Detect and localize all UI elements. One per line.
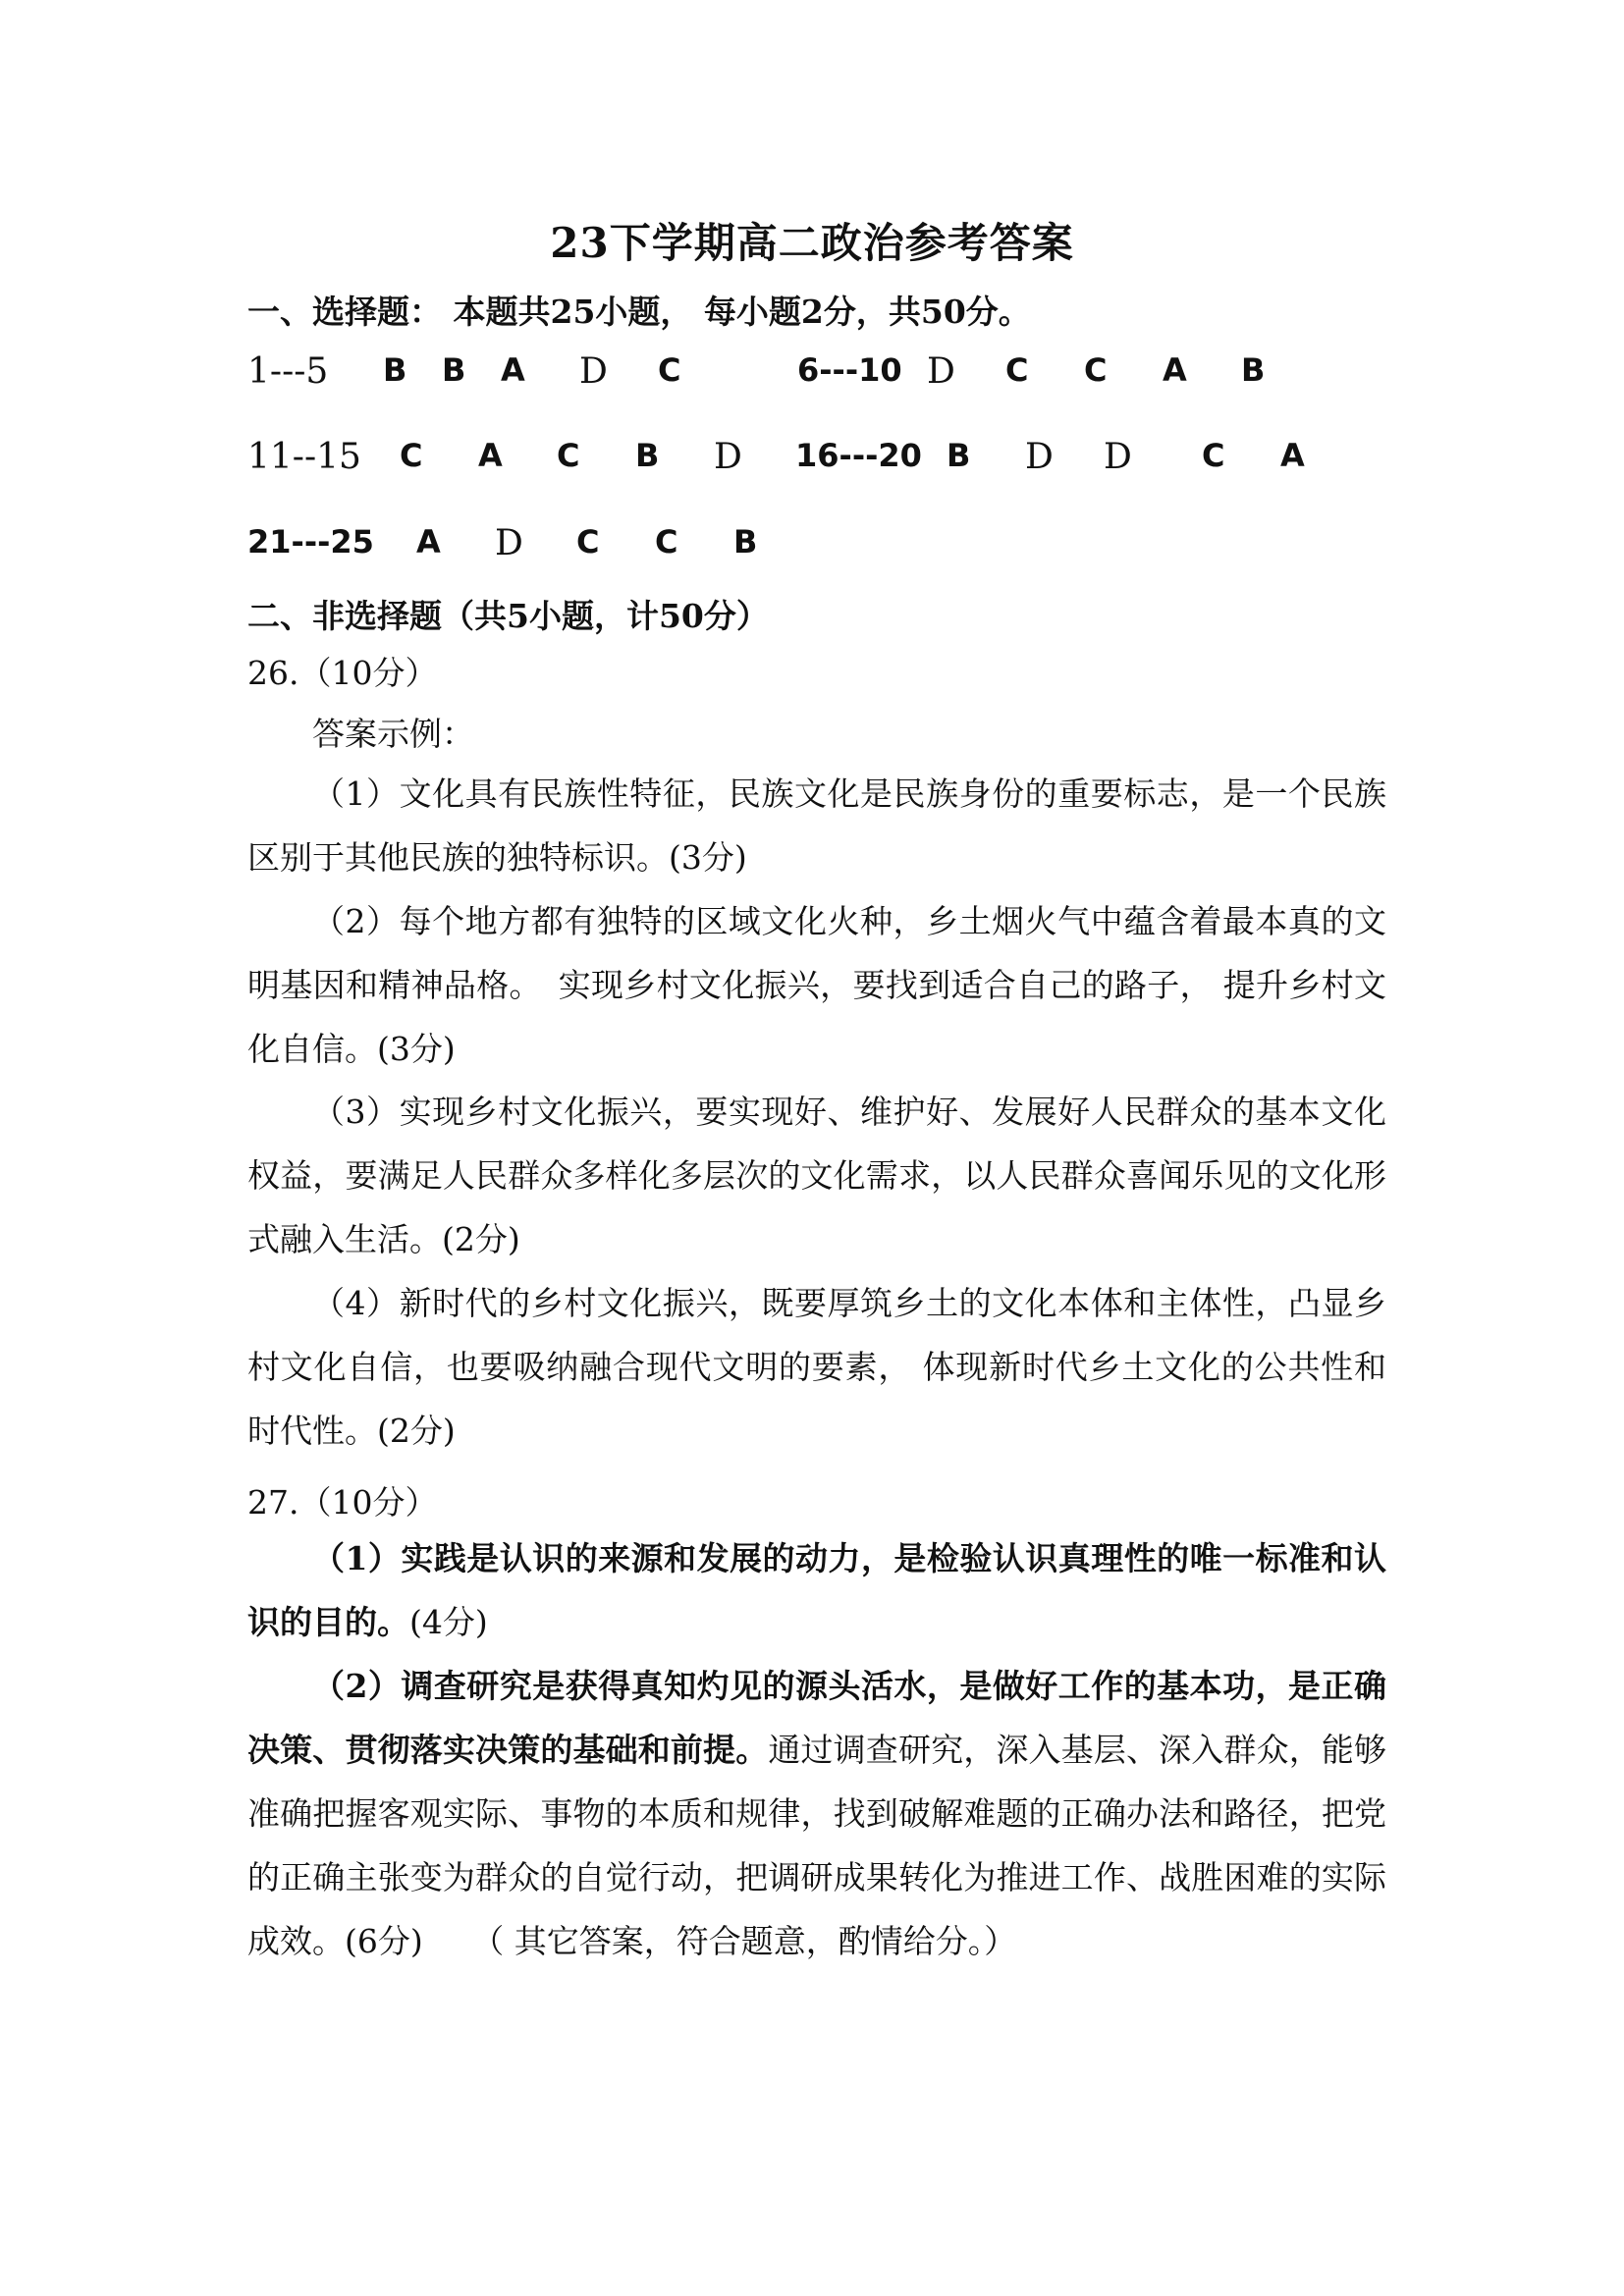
q26-answer-1: （1）文化具有民族性特征，民族文化是民族身份的重要标志，是一个民族区别于其他民族的独特标识。(3分) xyxy=(247,774,1386,877)
answer: D xyxy=(1025,437,1054,477)
q26-header: 26.（10分） xyxy=(247,654,438,692)
answer: B xyxy=(442,351,466,389)
answer: D xyxy=(927,351,955,392)
answer: D xyxy=(714,437,742,477)
range-label: 21---25 xyxy=(247,523,374,561)
q27-answer-2-rest: 通过调查研究，深入基层、深入群众，能够准确把握客观实际、事物的本质和规律，找到破解难题的正确办法和路径，把党的正确主张变为群众的自觉行动，把调研成果转化为推进工作、战胜困难的实际成效。(6分) （ 其它答案，符合题意，酌情给分。） xyxy=(247,1731,1387,1960)
q27-answer-2-bold: （2）调查研究是获得真知灼见的源头活水，是做好工作的基本功，是正确决策、贯彻落实决策的基础和前提。 xyxy=(247,1667,1386,1769)
q27-answer-1-bold: （1）实践是认识的来源和发展的动力，是检验认识真理性的唯一标准和认识的目的。 xyxy=(247,1539,1386,1641)
answer: B xyxy=(733,523,758,561)
q26-answer-3: （3）实现乡村文化振兴，要实现好、维护好、发展好人民群众的基本文化权益，要满足人民群众多样化多层次的文化需求，以人民群众喜闻乐见的文化形式融入生活。(2分) xyxy=(247,1093,1386,1258)
answer: D xyxy=(579,351,608,392)
answer: B xyxy=(383,351,407,389)
answer: B xyxy=(1241,351,1266,389)
q27-answer-1 xyxy=(247,1526,1386,1654)
answer: A xyxy=(478,437,503,474)
section-choice-heading: 一、选择题： 本题共25小题， 每小题2分，共50分。 xyxy=(247,293,1031,331)
answer: A xyxy=(1163,351,1187,389)
answer: D xyxy=(1104,437,1132,477)
choice-row-1 xyxy=(247,351,1426,410)
range-label: 1---5 xyxy=(247,351,329,392)
page-title: 23下学期高二政治参考答案 xyxy=(550,219,1074,267)
range-label: 6---10 xyxy=(797,351,902,389)
range-label: 16---20 xyxy=(795,437,922,474)
answer: C xyxy=(1202,437,1225,474)
q26-answer-2: （2）每个地方都有独特的区域文化火种，乡土烟火气中蕴含着最本真的文明基因和精神品格。 实现乡村文化振兴，要找到适合自己的路子， 提升乡村文化自信。(3分) xyxy=(247,902,1386,1068)
answer: A xyxy=(501,351,525,389)
answer: A xyxy=(1280,437,1305,474)
answer: C xyxy=(658,351,681,389)
q27-header: 27.（10分） xyxy=(247,1483,438,1522)
answer: C xyxy=(655,523,678,561)
q27-answer-1-score: (4分) xyxy=(409,1603,488,1641)
q27-answer-2 xyxy=(247,1654,1386,1973)
range-label: 11--15 xyxy=(247,437,361,477)
answer: D xyxy=(495,523,523,563)
answer: B xyxy=(635,437,660,474)
answer: C xyxy=(576,523,600,561)
answer: A xyxy=(416,523,441,561)
answer: C xyxy=(400,437,423,474)
choice-row-3 xyxy=(247,523,1426,582)
answer: C xyxy=(557,437,580,474)
answer: B xyxy=(947,437,971,474)
section-nonchoice-heading: 二、非选择题（共5小题，计50分） xyxy=(247,597,769,635)
choice-row-2 xyxy=(247,437,1426,496)
q26-answer-4: （4）新时代的乡村文化振兴，既要厚筑乡土的文化本体和主体性，凸显乡村文化自信，也要吸纳融合现代文明的要素， 体现新时代乡土文化的公共性和时代性。(2分) xyxy=(247,1284,1386,1450)
answer: C xyxy=(1084,351,1108,389)
answer: C xyxy=(1005,351,1029,389)
q26-example-label: 答案示例： xyxy=(312,715,474,753)
